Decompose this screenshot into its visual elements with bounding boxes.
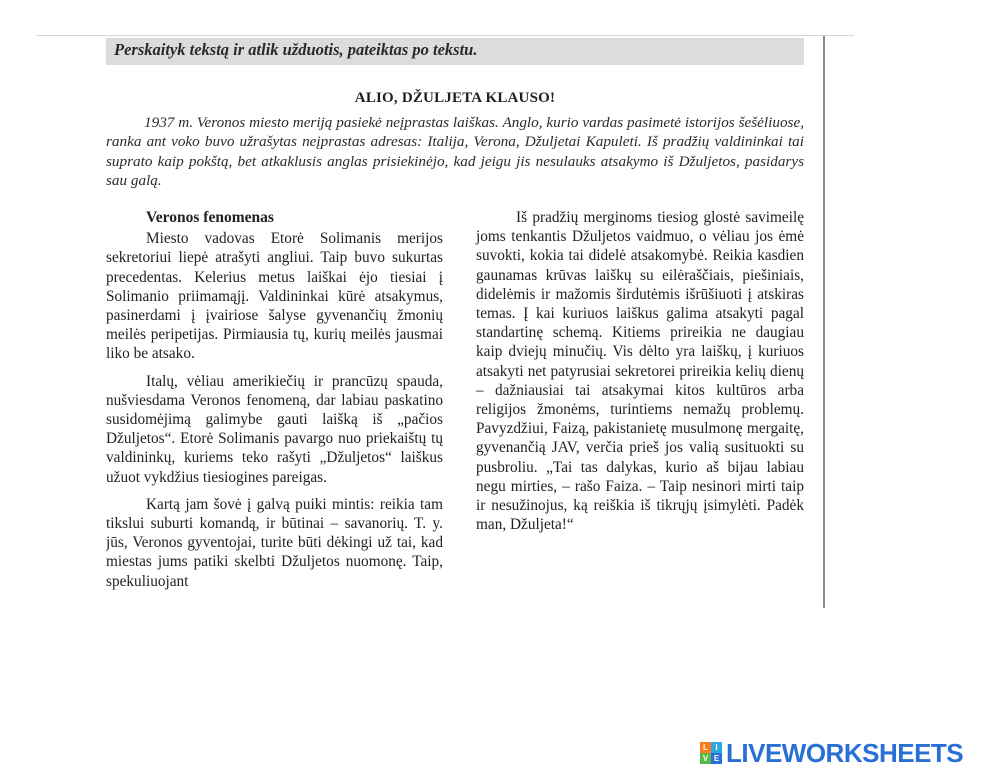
section-heading: Veronos fenomenas xyxy=(146,209,274,226)
article-column-left xyxy=(106,208,443,610)
paragraph: Iš pradžių merginoms tiesiog glostė savimeilę joms tenkantis Džuljetos vaidmuo, o vėliau jos ėmė suvokti, kokia tai didelė atsakomybė. Reikia kasdien gaunamas krūvas laiškų su eilėraščiais, piešiniais, didelėmis ir mažomis širdutėmis išrūšiuoti į atskiras temas. Į kai kuriuos laiškus galima atsakyti pagal standartinę schemą. Kitiems prireikia ne daugiau kaip dviejų minučių. Vis dėlto yra laiškų, į kuriuos atsakyti net patyrusiai sekretorei prireikia kelių dienų – dažniausiai tai atsakymai kitos kultūros arba religijos žmonėms, turintiems nemažų problemų. Pavyzdžiui, Faizą, pakistanietę musulmonę mergaitę, gyvenančią JAV, verčia prieš jos valią susituokti su pusbroliu. „Tai tas dalykas, kurio aš bijau labiau negu mirties, – rašo Faiza. – Taip nesinori mirti taip ir nesužinojus, ką reiškia iš tikrųjų įsimylėti. Padėk man, Džuljeta!“ xyxy=(476,209,804,534)
paragraph: Italų, vėliau amerikiečių ir prancūzų spauda, nušviesdama Veronos fenomeną, dar labiau paskatino susidomėjimą galimybe gauti laišką iš „pačios Džuljetos“. Etorė Solimanis pavargo nuo priekaištų tų valdininkų, kuriems teko rašyti „Džuljetos“ laiškus užuot vykdžius tiesiogines pareigas. xyxy=(106,372,443,486)
liveworksheets-logo[interactable] xyxy=(700,736,963,770)
article-lead: 1937 m. Veronos miesto meriją pasiekė neįprastas laiškas. Anglo, kurio vardas pasimetė istorijos šešėliuose, ranka ant voko buvo užrašytas neįprastas adresas: Italija, Verona, Džuljetai Kapuleti. Iš pradžių valdininkai tai suprato kaip pokštą, bet atkaklusis anglas prisiekinėjo, kad jeigu jis nesulauks atsakymo iš Džuljetos, pasidarys sau galą. xyxy=(106,114,804,190)
instruction-banner: Perskaityk tekstą ir atlik užduotis, pateiktas po tekstu. xyxy=(106,38,804,65)
paragraph: Miesto vadovas Etorė Solimanis merijos sekretoriui liepė atrašyti angliui. Taip buvo sukurtas precedentas. Kelerius metus laiškai ėjo tiesiai į Solimanio priimamąjį. Valdininkai kūrė atsakymus, pasinerdami į įvairiose šalyse gyvenančių žmonių meilės peripetijas. Pirmiausia tų, kurių meilės jausmai liko be atsako. xyxy=(106,230,443,363)
article-title: ALIO, DŽULJETA KLAUSO! xyxy=(354,90,556,106)
paragraph: Kartą jam šovė į galvą puiki mintis: reikia tam tikslui suburti komandą, ir būtinai – savanorių. T. y. jūs, Veronos gyventojai, turite būti dėkingi už tai, kad miestas jums patiki skelbti Džuljetos nuomonę. Taip, spekuliuojant xyxy=(106,495,443,590)
top-divider xyxy=(36,35,854,36)
logo-text: LIVEWORKSHEETS xyxy=(726,737,964,768)
page-edge-divider xyxy=(823,36,825,608)
logo-mark-icon: L I V E xyxy=(700,742,722,764)
article-column-right xyxy=(476,208,804,542)
